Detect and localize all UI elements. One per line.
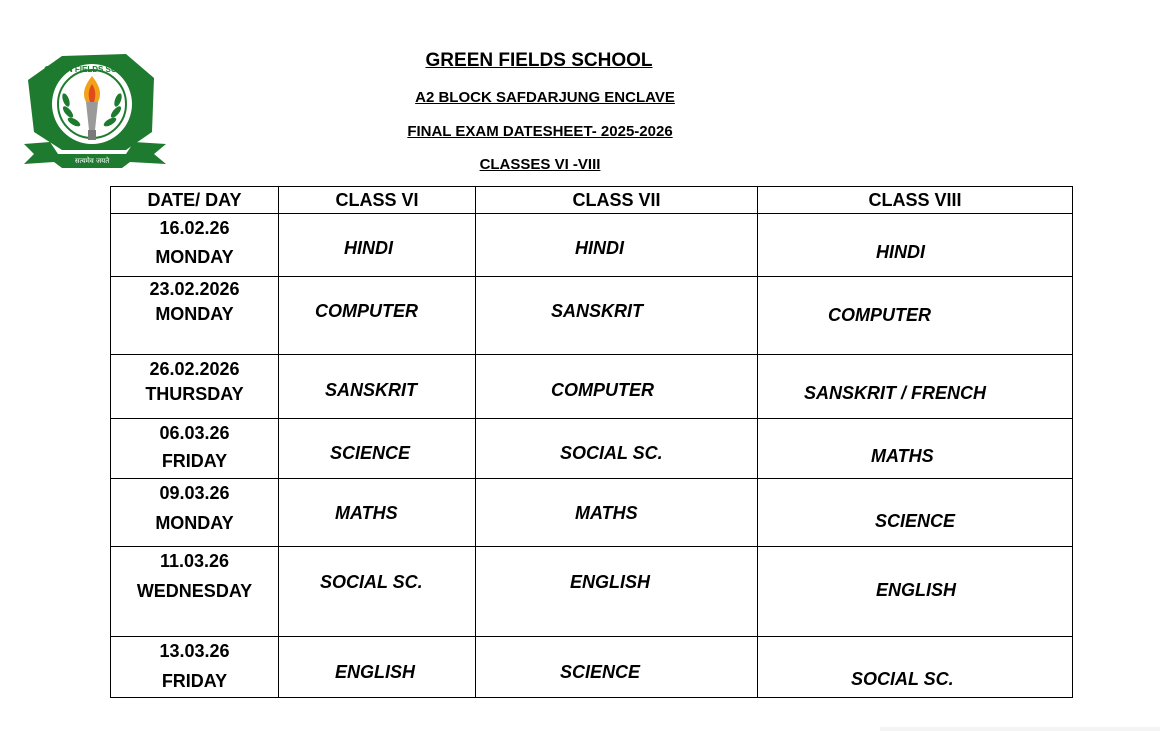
class-vi-cell: [279, 479, 476, 547]
table-row: [111, 547, 1073, 637]
class-vi-cell: [279, 355, 476, 419]
table-row: [111, 479, 1073, 547]
subject: MATHS: [871, 446, 934, 466]
subject: SOCIAL SC.: [320, 572, 423, 592]
classes-range: CLASSES VI -VIII: [479, 156, 601, 173]
subject: HINDI: [876, 242, 925, 262]
subject: SANSKRIT / FRENCH: [804, 383, 987, 403]
date-cell: [111, 355, 279, 419]
table-row: [111, 637, 1073, 698]
class-viii-cell: [758, 547, 1073, 637]
logo-text: GREEN FIELDS SCHOOL: [44, 65, 140, 74]
class-vii-cell: [476, 277, 758, 355]
class-vi-cell: [279, 214, 476, 277]
class-viii-cell: [758, 637, 1073, 698]
subject: SCIENCE: [560, 662, 641, 682]
exam-date: 23.02.2026: [149, 279, 240, 299]
subject: COMPUTER: [828, 305, 931, 325]
subject: SANSKRIT: [551, 301, 644, 321]
date-cell: [111, 277, 279, 355]
exam-date: 06.03.26: [159, 423, 230, 443]
class-vi-cell: [279, 547, 476, 637]
class-viii-cell: [758, 355, 1073, 419]
logo-motto: सत्यमेव जयते: [74, 157, 110, 165]
exam-day: MONDAY: [155, 304, 234, 324]
class-vi-cell: [279, 277, 476, 355]
header-date-day: DATE/ DAY: [111, 187, 279, 214]
date-cell: [111, 419, 279, 479]
date-cell: [111, 479, 279, 547]
class-vii-cell: [476, 547, 758, 637]
class-viii-cell: [758, 419, 1073, 479]
subject: HINDI: [344, 238, 393, 258]
subject: MATHS: [335, 503, 398, 523]
class-vii-cell: [476, 419, 758, 479]
class-vii-cell: [476, 637, 758, 698]
subject: COMPUTER: [315, 301, 418, 321]
subject: SANSKRIT: [325, 380, 418, 400]
table-row: [111, 419, 1073, 479]
subject: ENGLISH: [876, 580, 957, 600]
class-viii-cell: [758, 214, 1073, 277]
school-name: GREEN FIELDS SCHOOL: [425, 50, 653, 71]
table-row: [111, 355, 1073, 419]
date-cell: [111, 637, 279, 698]
class-vi-cell: [279, 637, 476, 698]
header-class-viii: CLASS VIII: [758, 187, 1073, 214]
table-row: [111, 277, 1073, 355]
subject: COMPUTER: [551, 380, 654, 400]
table-row: [111, 214, 1073, 277]
exam-day: MONDAY: [155, 247, 234, 267]
header-class-vi: CLASS VI: [279, 187, 476, 214]
class-vii-cell: [476, 355, 758, 419]
class-vi-cell: [279, 419, 476, 479]
subject: SCIENCE: [875, 511, 956, 531]
class-vii-cell: [476, 214, 758, 277]
exam-day: MONDAY: [155, 513, 234, 533]
class-viii-cell: [758, 479, 1073, 547]
page-edge-shade: [880, 727, 1160, 731]
exam-day: THURSDAY: [145, 384, 244, 404]
subject: SOCIAL SC.: [560, 443, 663, 463]
exam-day: FRIDAY: [161, 451, 228, 471]
class-vii-cell: [476, 479, 758, 547]
date-cell: [111, 214, 279, 277]
class-viii-cell: [758, 277, 1073, 355]
subject: ENGLISH: [335, 662, 416, 682]
header-class-vii: CLASS VII: [476, 187, 758, 214]
school-address: A2 BLOCK SAFDARJUNG ENCLAVE: [415, 89, 675, 106]
subject: SCIENCE: [330, 443, 411, 463]
exam-date: 26.02.2026: [149, 359, 240, 379]
exam-date: 09.03.26: [159, 483, 230, 503]
exam-date: 13.03.26: [159, 641, 230, 661]
datesheet-table: [110, 186, 1073, 698]
subject: ENGLISH: [570, 572, 651, 592]
subject: SOCIAL SC.: [851, 669, 954, 689]
exam-date: 11.03.26: [159, 551, 230, 571]
date-cell: [111, 547, 279, 637]
subject: HINDI: [575, 238, 624, 258]
datesheet-title: FINAL EXAM DATESHEET- 2025-2026: [407, 123, 673, 140]
table-header-row: [111, 187, 1073, 214]
exam-day: FRIDAY: [161, 671, 228, 691]
subject: MATHS: [575, 503, 638, 523]
exam-date: 16.02.26: [159, 218, 230, 238]
exam-day: WEDNESDAY: [136, 581, 253, 601]
